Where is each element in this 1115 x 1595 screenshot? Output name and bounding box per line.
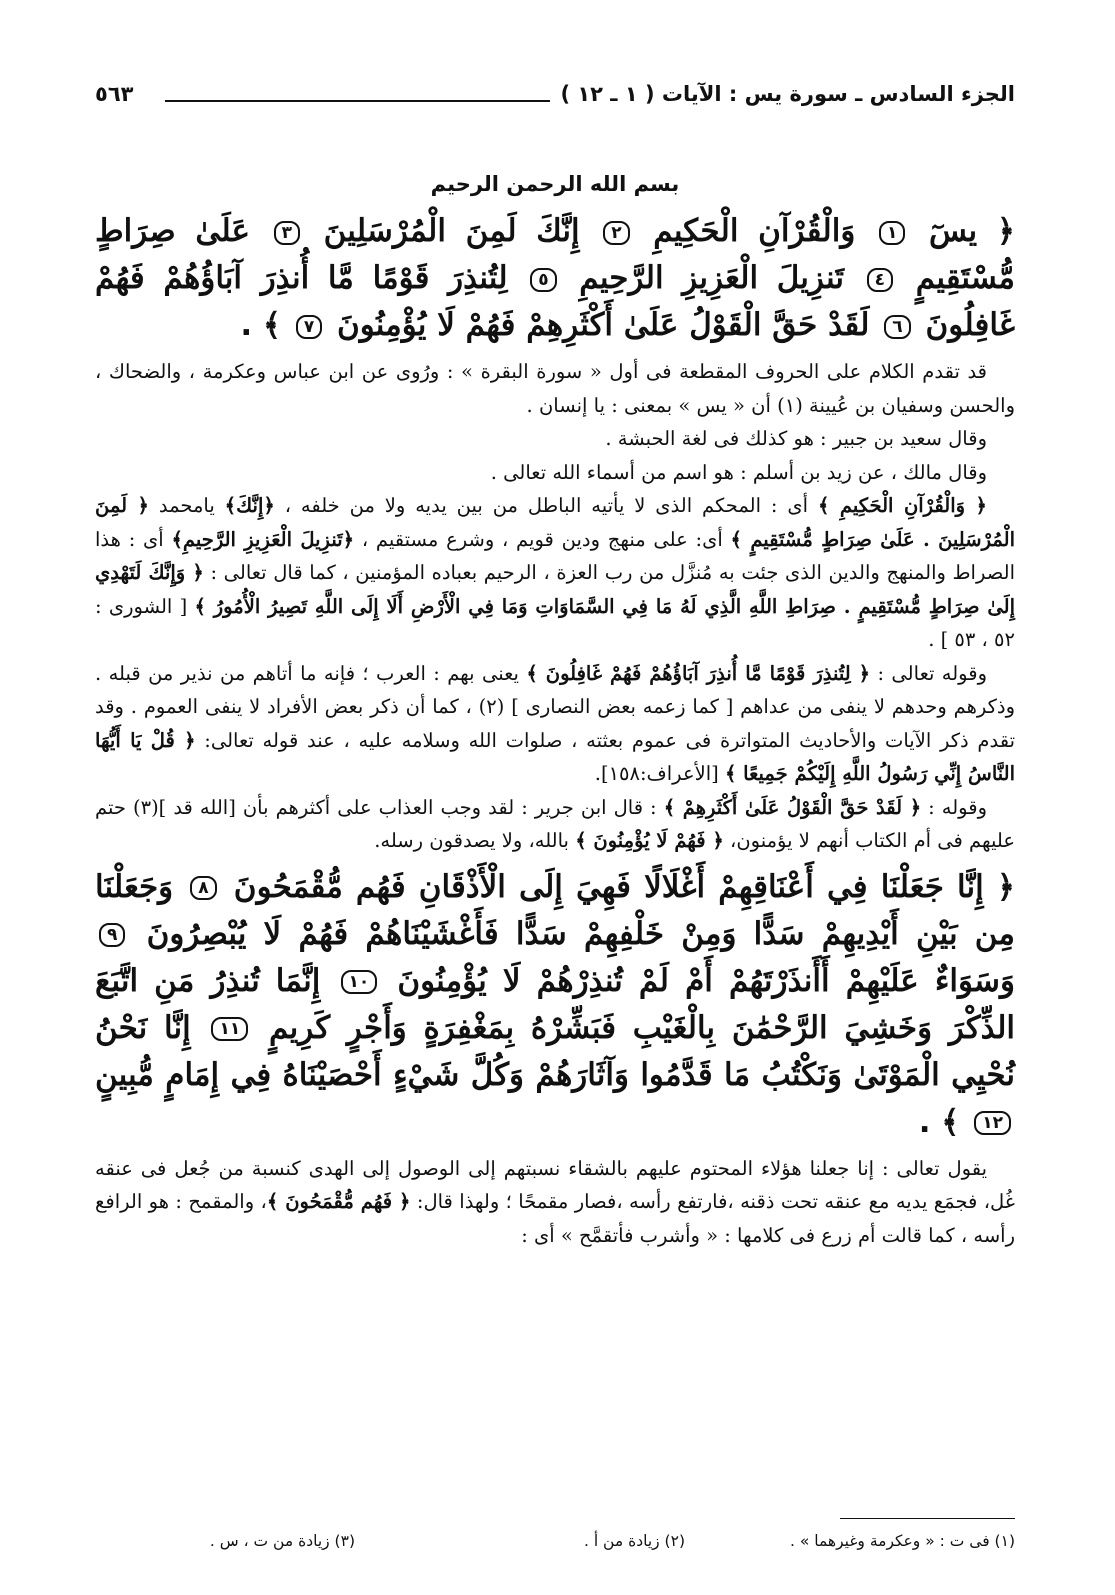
quran-quote: ﴿ وَالْقُرْآنِ الْحَكِيمِ ﴾ xyxy=(817,494,987,517)
verse-text: يسٓ xyxy=(929,213,978,249)
verse-number: ١٠ xyxy=(341,970,378,994)
commentary-text: يقول تعالى : إنا جعلنا هؤلاء المحتوم عليهم بالشقاء نسبتهم إلى الوصول إلى الهدى كنسبة من جُعل فى عنقه غُل، فجمَع يديه مع عنقه تحت ذقنه ،فارتفع رأسه ،فصار مقمحًا ؛ ولهذا قال: xyxy=(95,1156,1016,1213)
verse-text: وَجَعَلْنَا مِن بَيْنِ أَيْدِيهِمْ سَدًّا وَمِنْ خَلْفِهِمْ سَدًّا فَأَغْشَيْنَاهُمْ فَهُمْ لَا يُبْصِرُونَ xyxy=(95,868,1016,952)
verse-text: وَالْقُرْآنِ الْحَكِيمِ xyxy=(653,213,856,249)
footnote-1: (١) فى ت : « وعكرمة وغيرهما » . xyxy=(789,1532,1015,1550)
commentary-text: ، والمقمح : هو الرافع رأسه ، كما قالت أم زرع فى كلامها : « وأشرب فأتقمَّح » أى : xyxy=(95,1190,1015,1247)
quran-quote: ﴿ فَهُمْ لَا يُؤْمِنُونَ ﴾ xyxy=(575,829,724,852)
verse-number: ١ xyxy=(879,221,905,245)
verse-number: ٣ xyxy=(274,221,300,245)
verse-text: إِنَّا جَعَلْنَا فِي أَعْنَاقِهِمْ أَغْلَالًا فَهِيَ إِلَى الْأَذْقَانِ فَهُم مُّقْمَحُونَ xyxy=(233,868,984,905)
ornate-bracket-close: ﴾ . xyxy=(240,307,282,343)
commentary-text: أى: على منهج ودين قويم ، وشرع مستقيم ، xyxy=(354,527,731,551)
quran-quote: ﴿ لَقَدْ حَقَّ الْقَوْلُ عَلَىٰ أَكْثَرِهِمْ ﴾ xyxy=(663,795,922,819)
verses-block-b xyxy=(95,864,1015,1146)
header-rule xyxy=(165,100,550,102)
citation: [ الشورى : ٥٢ ، ٥٣ ] . xyxy=(95,594,1015,651)
commentary-paragraph xyxy=(95,791,1015,858)
ornate-bracket-close: ﴾ . xyxy=(918,1103,960,1140)
verse-text: إِنَّمَا تُنذِرُ مَنِ اتَّبَعَ الذِّكْرَ وَخَشِيَ الرَّحْمَٰنَ بِالْغَيْبِ فَبَشِّرْهُ بِمَغْفِرَةٍ وَأَجْرٍ كَرِيمٍ xyxy=(95,962,1016,1046)
verse-number: ١١ xyxy=(211,1017,248,1041)
citation: [الأعراف:١٥٨]. xyxy=(594,762,725,785)
commentary-text: يعنى بهم : العرب ؛ فإنه ما أتاهم من نذير من قبله . وذكرهم وحدهم لا ينفى من عداهم [ كما زعمه بعض النصارى ] (٢) ، كما أن ذكر بعض الأفراد لا ينفى العموم . وقد تقدم ذكر الآيات والأحاديث المتواترة فى عموم بعثته ، صلوات الله وسلامه عليه ، عند قوله تعالى: xyxy=(95,661,1015,752)
commentary-text: أى : المحكم الذى لا يأتيه الباطل من بين يديه ولا من خلفه ، xyxy=(274,494,818,517)
commentary-text: : قال ابن جرير : لقد وجب العذاب على أكثرهم بأن [الله قد ](٣) حتم عليهم فى أم الكتاب أنهم لا يؤمنون، xyxy=(95,795,1015,852)
verse-text: إِنَّكَ لَمِنَ الْمُرْسَلِينَ xyxy=(323,213,580,249)
commentary-paragraph: وقال مالك ، عن زيد بن أسلم : هو اسم من أسماء الله تعالى . xyxy=(490,460,987,484)
verse-number: ٤ xyxy=(867,268,893,292)
verse-number: ١٢ xyxy=(974,1111,1011,1135)
page-number: ٥٦٣ xyxy=(95,82,134,106)
ornate-bracket-open: ﴿ xyxy=(996,213,1016,249)
commentary-paragraph xyxy=(95,489,1015,657)
footnote-rule xyxy=(840,1518,1015,1519)
commentary-paragraph xyxy=(95,1152,1015,1253)
quran-quote: ﴿ وَإِنَّكَ لَتَهْدِي إِلَىٰ صِرَاطٍ مُّسْتَقِيمٍ . صِرَاطِ اللَّهِ الَّذِي لَهُ مَا فِي السَّمَاوَاتِ وَمَا فِي الْأَرْضِ أَلَا إِلَى اللَّهِ تَصِيرُ الْأُمُورُ ﴾ xyxy=(95,561,1015,618)
verse-number: ٧ xyxy=(296,315,322,339)
commentary-text: بالله، ولا يصدقون رسله. xyxy=(374,829,576,852)
verse-number: ٢ xyxy=(603,221,629,245)
commentary-paragraph: قد تقدم الكلام على الحروف المقطعة فى أول « سورة البقرة » : ورُوى عن ابن عباس وعكرمة ، والضحاك ، والحسن وسفيان بن عُيينة (١) أن « يس » بمعنى : يا إنسان . xyxy=(95,360,1015,417)
running-header xyxy=(95,70,1015,120)
quran-quote: ﴿ قُلْ يَا أَيُّهَا النَّاسُ إِنِّي رَسُولُ اللَّهِ إِلَيْكُمْ جَمِيعًا ﴾ xyxy=(95,728,1015,785)
verses-1-12-block-a xyxy=(95,208,1015,349)
commentary-paragraph xyxy=(95,657,1015,791)
verse-number: ٥ xyxy=(530,268,556,292)
basmala: بسم الله الرحمن الرحيم xyxy=(430,172,680,196)
quran-quote: ﴿ فَهُم مُّقْمَحُونَ ﴾ xyxy=(266,1190,411,1213)
verse-text: تَنزِيلَ الْعَزِيزِ الرَّحِيمِ xyxy=(579,260,844,296)
footnotes xyxy=(95,1500,1015,1570)
ornate-bracket-open: ﴿ xyxy=(996,868,1016,905)
quran-quote: ﴿إِنَّكَ﴾ xyxy=(224,494,275,517)
commentary-text: أى : هذا الصراط والمنهج والدين الذى جئت به مُنزَّل من رب العزة ، الرحيم بعباده المؤمنين ، كما قال تعالى : xyxy=(95,527,1015,584)
quran-quote: ﴿ لَمِنَ الْمُرْسَلِينَ . عَلَىٰ صِرَاطٍ مُّسْتَقِيمٍ ﴾ xyxy=(95,494,1015,551)
verse-text: إِنَّا نَحْنُ نُحْيِي الْمَوْتَىٰ وَنَكْتُبُ مَا قَدَّمُوا وَآثَارَهُمْ وَكُلَّ شَيْءٍ أَحْصَيْنَاهُ فِي إِمَامٍ مُّبِينٍ xyxy=(95,1009,1015,1093)
commentary-paragraph: وقال سعيد بن جبير : هو كذلك فى لغة الحبشة . xyxy=(605,427,987,450)
commentary-text: يامحمد xyxy=(148,494,225,517)
verse-number: ٨ xyxy=(190,876,216,900)
quran-quote: ﴿تَنزِيلَ الْعَزِيزِ الرَّحِيمِ﴾ xyxy=(171,527,355,551)
footnote-2: (٢) زيادة من أ . xyxy=(583,1532,685,1550)
book-page xyxy=(95,70,1015,1570)
verse-number: ٦ xyxy=(884,315,910,339)
verse-text: لِتُنذِرَ قَوْمًا مَّا أُنذِرَ آبَاؤُهُمْ فَهُمْ غَافِلُونَ xyxy=(95,260,1015,343)
quran-quote: ﴿ لِتُنذِرَ قَوْمًا مَّا أُنذِرَ آبَاؤُهُمْ فَهُمْ غَافِلُونَ ﴾ xyxy=(526,661,871,685)
verse-text: لَقَدْ حَقَّ الْقَوْلُ عَلَىٰ أَكْثَرِهِمْ فَهُمْ لَا يُؤْمِنُونَ xyxy=(337,307,870,343)
header-title: الجزء السادس ـ سورة يس : الآيات ( ١ ـ ١٢ ) xyxy=(560,82,1015,106)
verse-number: ٩ xyxy=(99,923,125,947)
commentary-text: وقوله : xyxy=(921,795,987,819)
commentary-text: وقوله تعالى : xyxy=(870,661,987,685)
verse-text: وَسَوَاءٌ عَلَيْهِمْ أَأَنذَرْتَهُمْ أَمْ لَمْ تُنذِرْهُمْ لَا يُؤْمِنُونَ xyxy=(397,962,1015,999)
footnote-3: (٣) زيادة من ت ، س . xyxy=(209,1532,355,1550)
verse-text: عَلَىٰ صِرَاطٍ مُّسْتَقِيمٍ xyxy=(95,213,1015,296)
